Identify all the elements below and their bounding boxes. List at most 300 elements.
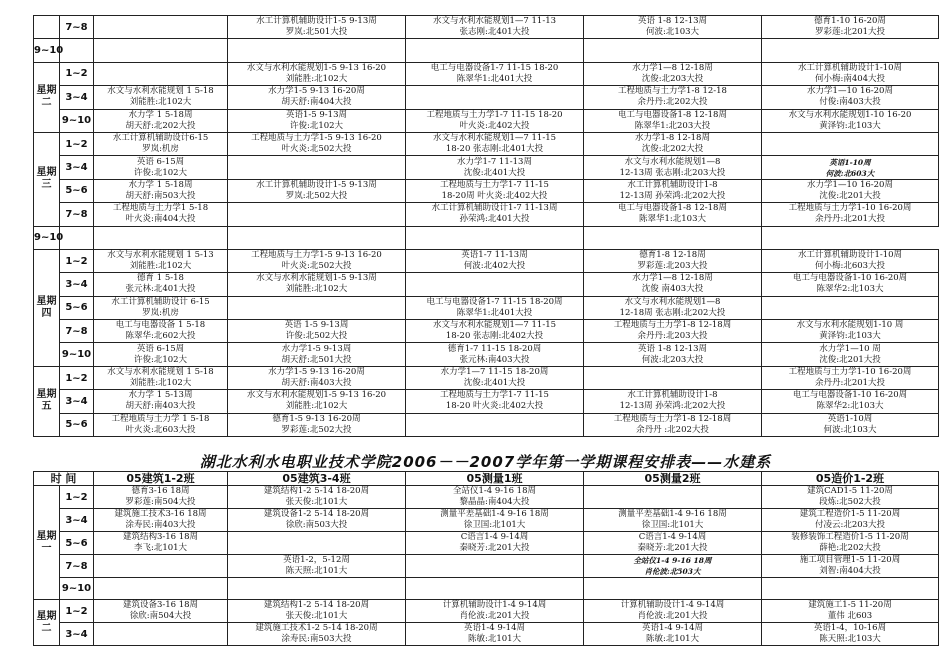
- course-cell: [762, 16, 939, 39]
- course-teacher-room: 叶火炎:北502大投: [281, 144, 352, 155]
- course-name: 英语1-4 9-14周: [464, 623, 525, 634]
- course-cell: [584, 578, 762, 600]
- course-name: 英语1-2，5-12周: [283, 555, 350, 565]
- course-cell: [762, 600, 939, 623]
- course-cell: [584, 39, 762, 62]
- course-cell: [406, 486, 584, 509]
- course-teacher-room: 陈翠华1:北203大投: [634, 120, 711, 131]
- course-teacher-room: 徐欣:南504大投: [129, 611, 192, 622]
- course-cell: [94, 509, 228, 532]
- course-cell: [406, 296, 584, 319]
- course-name: 建筑施工技术1-2 5-14 18-20周: [255, 623, 378, 634]
- course-cell: [406, 132, 584, 155]
- course-name: 英语1-5 9-13周: [286, 109, 347, 120]
- course-teacher-room: 胡天舒:南403大投: [281, 378, 352, 389]
- course-name: 建筑CAD1-5 11-20周: [807, 486, 893, 496]
- course-name: 建筑结构1-2 5-14 18-20周: [263, 486, 370, 496]
- course-name: 水力学1—8 12-18周: [632, 62, 713, 73]
- schedule-row: [34, 249, 939, 272]
- course-teacher-room: 罗彩莲:北203大投: [637, 261, 708, 272]
- course-cell: [762, 132, 939, 155]
- course-teacher-room: 张天俊:北101大: [285, 611, 348, 622]
- course-cell: [584, 413, 762, 436]
- schedule-row: [34, 532, 939, 555]
- course-cell: [406, 226, 584, 249]
- course-teacher-room: 胡天舒:南503大投: [125, 190, 196, 201]
- course-name: 工程地质与土力学1-7 11-15: [440, 390, 549, 401]
- course-name: 水力学1—10 16-20周: [807, 179, 893, 190]
- course-cell: [584, 509, 762, 532]
- course-name: 水文与水利水能规划1-10 周: [796, 320, 904, 331]
- course-cell: [94, 486, 228, 509]
- course-cell: [228, 578, 406, 600]
- schedule-row: [34, 320, 939, 343]
- schedule-row: [34, 109, 939, 132]
- course-teacher-room: 何波:北103大: [823, 424, 877, 435]
- course-name: 建筑结构3-16 18周: [122, 532, 199, 542]
- course-cell: [584, 86, 762, 109]
- course-name: 水文与水利水能规划 1 5-18: [107, 367, 214, 378]
- course-cell: [406, 156, 584, 179]
- course-name: 英语 1-5 9-13周: [284, 320, 349, 331]
- course-cell: [762, 532, 939, 555]
- course-cell: [584, 109, 762, 132]
- course-cell: [94, 578, 228, 600]
- course-cell: [228, 203, 406, 226]
- course-teacher-room: 徐卫国:北101大: [463, 520, 526, 530]
- course-teacher-room: 陈敏:北101大: [645, 634, 700, 645]
- period-cell: 1~2: [60, 600, 94, 623]
- course-teacher-room: 胡天舒:北202大投: [125, 120, 196, 131]
- course-name: 英语 6-15周: [136, 343, 185, 354]
- course-cell: [228, 39, 406, 62]
- course-teacher-room: 叶火炎:北603大投: [125, 424, 196, 435]
- course-cell: [228, 62, 406, 85]
- day-cell: 星期五: [34, 366, 60, 436]
- course-cell: [228, 623, 406, 646]
- course-teacher-room: 陈翠华1:北401大投: [456, 73, 533, 84]
- course-cell: [94, 413, 228, 436]
- course-cell: [406, 249, 584, 272]
- schedule-row: [34, 273, 939, 296]
- period-cell: 7~8: [60, 203, 94, 226]
- course-name: 水力学1-7 11-13周: [457, 156, 532, 167]
- course-cell: [60, 226, 94, 249]
- course-cell: [94, 109, 228, 132]
- course-cell: [762, 413, 939, 436]
- period-cell: 3~4: [60, 86, 94, 109]
- course-teacher-room: 刘智:南404大投: [819, 566, 881, 576]
- day-cell: 星期三: [34, 132, 60, 226]
- course-cell: [94, 390, 228, 413]
- course-teacher-room: 罗彩莲:南504大投: [125, 497, 196, 507]
- course-teacher-room: 12-13周 孙荣鸿:北202大投: [619, 190, 726, 201]
- course-cell: [228, 226, 406, 249]
- course-name: 水力学 1 5-18周: [128, 179, 193, 190]
- course-cell: [94, 532, 228, 555]
- schedule-row: [34, 203, 939, 226]
- schedule-row: [34, 343, 939, 366]
- course-cell: [406, 16, 584, 39]
- course-teacher-room: 胡天舒:北501大投: [281, 354, 352, 365]
- period-cell: 9~10: [60, 109, 94, 132]
- course-name: 工程地质与土力学 1 5-18: [111, 413, 210, 424]
- course-teacher-room: 罗岚:机房: [142, 144, 179, 155]
- period-cell: 7~8: [60, 320, 94, 343]
- period-cell: 9~10: [60, 343, 94, 366]
- course-cell: [584, 343, 762, 366]
- course-name: 电工与电器设备1-10 16-20周: [792, 390, 908, 401]
- course-cell: [228, 16, 406, 39]
- course-name: 水文与水利水能规划1-10 16-20: [788, 109, 912, 120]
- schedule-table-top: [33, 15, 939, 437]
- course-cell: [94, 296, 228, 319]
- course-name: C语言1-4 9-14周: [460, 532, 529, 542]
- course-teacher-room: 张元林:北401大投: [125, 284, 196, 295]
- course-cell: [228, 366, 406, 389]
- course-teacher-room: 何小梅:南404大投: [814, 73, 886, 84]
- schedule-row: [34, 156, 939, 179]
- course-name: 建筑施工技术3-16 18周: [114, 509, 207, 519]
- course-cell: [94, 226, 228, 249]
- course-name: 水工计算机辅助设计1-8: [627, 179, 718, 190]
- course-name: 水力学 1 5-13周: [128, 390, 193, 401]
- course-name: 水力学1-5 9-13周: [281, 343, 352, 354]
- course-teacher-room: 何小梅:北603大投: [814, 261, 886, 272]
- day-cell: 星期四: [34, 249, 60, 366]
- course-cell: [228, 156, 406, 179]
- period-cell: 9~10: [34, 226, 60, 249]
- course-teacher-room: 陈天照:北103大: [819, 634, 881, 645]
- course-cell: [406, 600, 584, 623]
- course-cell: [94, 132, 228, 155]
- course-cell: [94, 249, 228, 272]
- course-cell: [406, 109, 584, 132]
- course-cell: [584, 16, 762, 39]
- course-cell: [228, 132, 406, 155]
- course-name: 德育1-7 11-15 18-20周: [447, 343, 542, 354]
- course-name: 水文与水利水能规划1-5 9-13 16-20: [246, 390, 387, 401]
- schedule-row: [34, 16, 939, 39]
- course-cell: [762, 62, 939, 85]
- course-name: 工程地质与土力学1-7 11-15 18-20: [426, 109, 563, 120]
- course-cell: [94, 156, 228, 179]
- course-name: 电工与电器设备1-7 11-15 18-20: [430, 62, 559, 73]
- course-cell: [94, 555, 228, 578]
- course-teacher-room: 许俊:北502大投: [285, 331, 348, 342]
- course-teacher-room: 黄泽钧:北103大: [819, 331, 881, 342]
- period-cell: 7~8: [60, 555, 94, 578]
- schedule-row: [34, 132, 939, 155]
- schedule-row: [34, 486, 939, 509]
- course-cell: [584, 203, 762, 226]
- day-cell: 星期二: [34, 62, 60, 132]
- course-cell: [94, 600, 228, 623]
- period-cell: 3~4: [60, 390, 94, 413]
- period-cell: 9~10: [34, 39, 60, 62]
- period-cell: 5~6: [60, 413, 94, 436]
- course-teacher-room: 陈翠华2:北103大: [816, 284, 884, 295]
- course-cell: [762, 249, 939, 272]
- course-teacher-room: 18-20 叶火炎:北402大投: [445, 401, 544, 412]
- course-cell: [60, 39, 94, 62]
- course-cell: [584, 486, 762, 509]
- day-cell: 星期一: [34, 486, 60, 600]
- course-name: 建筑施工1-5 11-20周: [808, 600, 892, 611]
- course-teacher-room: 许俊:北102大: [133, 354, 188, 365]
- course-teacher-room: 罗彩莲:北502大投: [281, 424, 352, 435]
- header-cell: 05造价1-2班: [762, 472, 939, 486]
- schedule-row: [34, 578, 939, 600]
- schedule-table-bottom: [33, 471, 939, 646]
- course-name: 英语1-7 11-13周: [461, 250, 528, 261]
- course-teacher-room: 罗岚:机房: [142, 307, 179, 318]
- course-name: 英语 1-8 12-13周: [637, 16, 708, 27]
- course-teacher-room: 叶火炎:北402大投: [459, 120, 530, 131]
- course-cell: [762, 578, 939, 600]
- course-cell: [762, 273, 939, 296]
- course-teacher-room: 徐卫国:北101大: [641, 520, 704, 530]
- course-cell: [228, 86, 406, 109]
- course-name: 工程地质与土力学1-5 9-13 16-20: [251, 250, 382, 261]
- course-cell: [584, 273, 762, 296]
- course-name: 水文与水利水能规划1—7 11-13: [432, 16, 557, 27]
- header-cell: 时 间: [34, 472, 94, 486]
- course-cell: [584, 555, 762, 578]
- course-name: 水工计算机辅助设计1-10周: [797, 250, 903, 261]
- course-name: 工程地质与土力学1-5 9-13 16-20: [251, 133, 382, 144]
- course-cell: [228, 390, 406, 413]
- course-name: 水力学1—7 11-15 18-20周: [440, 367, 549, 378]
- schedule-row: [34, 413, 939, 436]
- course-teacher-room: 黎晶晶:南404大投: [459, 497, 530, 507]
- schedule-row: [34, 390, 939, 413]
- course-name: 德育1-10 16-20周: [814, 16, 886, 27]
- course-cell: [228, 296, 406, 319]
- course-cell: [584, 179, 762, 202]
- course-teacher-room: 段炼:北502大投: [819, 497, 881, 507]
- period-cell: 7~8: [60, 16, 94, 39]
- course-name: 英语 6-15周: [136, 156, 185, 167]
- course-teacher-room: 余丹丹:北201大投: [814, 378, 886, 389]
- period-cell: 9~10: [60, 578, 94, 600]
- course-name: 水力学1-8 12-18周: [635, 133, 710, 144]
- course-teacher-room: 沈俊:北201大投: [819, 354, 881, 365]
- course-teacher-room: 余丹丹 :北202大投: [636, 424, 709, 435]
- course-cell: [406, 203, 584, 226]
- course-cell: [406, 623, 584, 646]
- course-cell: [762, 320, 939, 343]
- course-cell: [762, 509, 939, 532]
- course-name: 英语1-4 9-14周: [642, 623, 703, 634]
- schedule-row: [34, 226, 939, 249]
- course-teacher-room: 胡天舒:南404大投: [281, 97, 352, 108]
- course-teacher-room: 许俊:北102大: [289, 120, 344, 131]
- course-name: 工程地质与土力学1-8 12-18周: [613, 320, 732, 331]
- course-teacher-room: 许俊:北102大: [133, 167, 188, 178]
- period-cell: 1~2: [60, 249, 94, 272]
- course-name: 英语1-10周: [827, 413, 873, 424]
- course-name: 计算机辅助设计1-4 9-14周: [442, 600, 547, 611]
- course-cell: [584, 320, 762, 343]
- course-name: 测量平差基础1-4 9-16 18周: [618, 509, 727, 519]
- course-name: 水文与水利水能规划1—8: [624, 296, 721, 307]
- course-teacher-room: 胡天舒:南403大投: [125, 401, 196, 412]
- course-teacher-room: 陈翠华2:北103大: [816, 401, 884, 412]
- schedule-row: [34, 555, 939, 578]
- course-name: C语言1-4 9-14周: [638, 532, 707, 542]
- header-cell: 05建筑3-4班: [228, 472, 406, 486]
- course-name: 装修装饰工程造价1-5 11-20周: [791, 532, 909, 542]
- course-teacher-room: 付俊:南403大投: [819, 97, 881, 108]
- course-teacher-room: 秦晓芳:北201大投: [637, 543, 708, 553]
- course-teacher-room: 肖伦波:北201大投: [459, 611, 530, 622]
- course-cell: [94, 179, 228, 202]
- course-name: 测量平差基础1-4 9-16 18周: [440, 509, 549, 519]
- course-name: 英语1-4，10-16周: [813, 623, 887, 634]
- course-cell: [406, 390, 584, 413]
- course-teacher-room: 余丹丹:北203大投: [637, 331, 708, 342]
- course-teacher-room: 沈俊:北202大投: [641, 144, 704, 155]
- course-name: 电工与电器设备1-8 12-18周: [618, 109, 727, 120]
- course-cell: [584, 390, 762, 413]
- course-name: 水工计算机辅助设计 6-15: [111, 296, 210, 307]
- course-name: 水文与水利水能规划1—8: [624, 156, 721, 167]
- course-name: 工程地质与土力学1-7 11-15: [440, 179, 549, 190]
- course-teacher-room: 付凌云:北203大投: [814, 520, 886, 530]
- course-teacher-room: 沈俊 南403大投: [641, 284, 704, 295]
- course-cell: [228, 179, 406, 202]
- course-teacher-room: 叶火炎:南404大投: [125, 214, 196, 225]
- course-teacher-room: 何波:北603大: [825, 168, 875, 178]
- header-cell: 05测量1班: [406, 472, 584, 486]
- course-cell: [762, 179, 939, 202]
- course-cell: [94, 16, 228, 39]
- course-cell: [406, 509, 584, 532]
- period-cell: 3~4: [60, 623, 94, 646]
- schedule-row: [34, 62, 939, 85]
- course-teacher-room: 叶火炎:北502大投: [281, 261, 352, 272]
- course-teacher-room: 沈俊:北401大投: [463, 167, 526, 178]
- course-teacher-room: 18-20 张志刚:北402大投: [445, 331, 544, 342]
- course-cell: [584, 62, 762, 85]
- schedule-row: [34, 179, 939, 202]
- course-teacher-room: 张元林:南403大投: [459, 354, 530, 365]
- course-cell: [762, 343, 939, 366]
- course-teacher-room: 何波:北402大投: [463, 261, 526, 272]
- course-cell: [762, 109, 939, 132]
- course-cell: [228, 320, 406, 343]
- course-name: 工程地质与土力学1-10 16-20周: [788, 367, 912, 378]
- course-name: 水工计算机辅助设计1-5 9-13周: [256, 16, 377, 27]
- period-cell: 5~6: [60, 532, 94, 555]
- course-cell: [94, 86, 228, 109]
- course-cell: [228, 343, 406, 366]
- course-name: 工程地质与土力学1-10 16-20周: [788, 203, 912, 214]
- course-cell: [406, 179, 584, 202]
- course-cell: [584, 156, 762, 179]
- course-name: 水力学 1 5-18周: [128, 109, 193, 120]
- course-cell: [406, 86, 584, 109]
- page-title: 湖北水利水电职业技术学院2006－－2007学年第一学期课程安排表——水建系: [199, 453, 772, 471]
- course-teacher-room: 12-18周 张志刚:北202大投: [619, 307, 726, 318]
- period-cell: 3~4: [60, 156, 94, 179]
- course-cell: [228, 555, 406, 578]
- course-cell: [406, 555, 584, 578]
- header-cell: 05测量2班: [584, 472, 762, 486]
- course-name: 水力学1—10 周: [819, 343, 881, 354]
- course-cell: [584, 600, 762, 623]
- period-cell: 3~4: [60, 509, 94, 532]
- course-cell: [584, 366, 762, 389]
- course-cell: [94, 62, 228, 85]
- course-cell: [228, 273, 406, 296]
- course-name: 德育1-8 12-18周: [639, 250, 706, 261]
- course-teacher-room: 刘能胜:北102大: [129, 97, 192, 108]
- course-name: 英语 1-8 12-13周: [637, 343, 708, 354]
- schedule-row: [34, 39, 939, 62]
- course-cell: [228, 600, 406, 623]
- course-teacher-room: 董伟 北603: [827, 611, 873, 622]
- course-name: 水文与水利水能规划1—7 11-15: [432, 320, 557, 331]
- course-teacher-room: 陈翠华:北602大投: [125, 331, 196, 342]
- course-teacher-room: 李飞:北101大: [133, 543, 188, 553]
- course-teacher-room: 涂寿民:南403大投: [125, 520, 196, 530]
- course-cell: [762, 366, 939, 389]
- schedule-row: [34, 623, 939, 646]
- course-teacher-room: 刘能胜:北102大: [285, 73, 348, 84]
- course-name: 德育 1 5-18: [137, 273, 184, 284]
- course-teacher-room: 刘能胜:北102大: [129, 378, 192, 389]
- course-name: 水力学1—10 16-20周: [807, 86, 893, 97]
- course-cell: [406, 366, 584, 389]
- course-cell: [406, 413, 584, 436]
- course-name: 全站仪1-4 9-16 18周: [452, 486, 536, 496]
- course-name: 工程地质与土力学1-8 12-18周: [613, 413, 732, 424]
- period-cell: 5~6: [60, 296, 94, 319]
- course-cell: [762, 156, 939, 179]
- course-name: 水工计算机辅助设计1-10周: [797, 62, 903, 73]
- course-name: 工程地质与土力学1 5-18: [112, 203, 209, 214]
- course-name: 电工与电器设备 1 5-18: [115, 320, 206, 331]
- course-name: 建筑工程造价1-5 11-20周: [799, 509, 901, 519]
- course-cell: [406, 578, 584, 600]
- schedule-row: [34, 296, 939, 319]
- course-teacher-room: 肖伦波:北201大投: [637, 611, 708, 622]
- course-cell: [584, 623, 762, 646]
- course-cell: [228, 109, 406, 132]
- course-name: 全站仪1-4 9-16 18周: [633, 556, 712, 565]
- course-teacher-room: 陈翠华1:北401大投: [456, 307, 533, 318]
- course-name: 水力学1—8 12-18周: [632, 273, 713, 284]
- course-cell: [406, 39, 584, 62]
- course-teacher-room: 刘能胜:北102大: [129, 261, 192, 272]
- course-name: 计算机辅助设计1-4 9-14周: [620, 600, 725, 611]
- course-name: 水工计算机辅助设计1-5 9-13周: [256, 179, 377, 190]
- course-teacher-room: 涂寿民:南503大投: [281, 634, 352, 645]
- course-teacher-room: 陈天照:北101大: [285, 566, 348, 576]
- course-name: 水文与水利水能规划1-5 9-13周: [256, 273, 377, 284]
- course-teacher-room: 肖伦波:北503大: [644, 567, 701, 576]
- course-cell: [762, 623, 939, 646]
- course-name: 水文与水利水能规划 1 5-13: [107, 250, 214, 261]
- course-teacher-room: 12-13周 张志刚:北203大投: [619, 167, 726, 178]
- course-cell: [584, 532, 762, 555]
- course-cell: [584, 226, 762, 249]
- course-teacher-room: 张天俊:北101大: [285, 497, 348, 507]
- schedule-row: [34, 509, 939, 532]
- course-cell: [406, 343, 584, 366]
